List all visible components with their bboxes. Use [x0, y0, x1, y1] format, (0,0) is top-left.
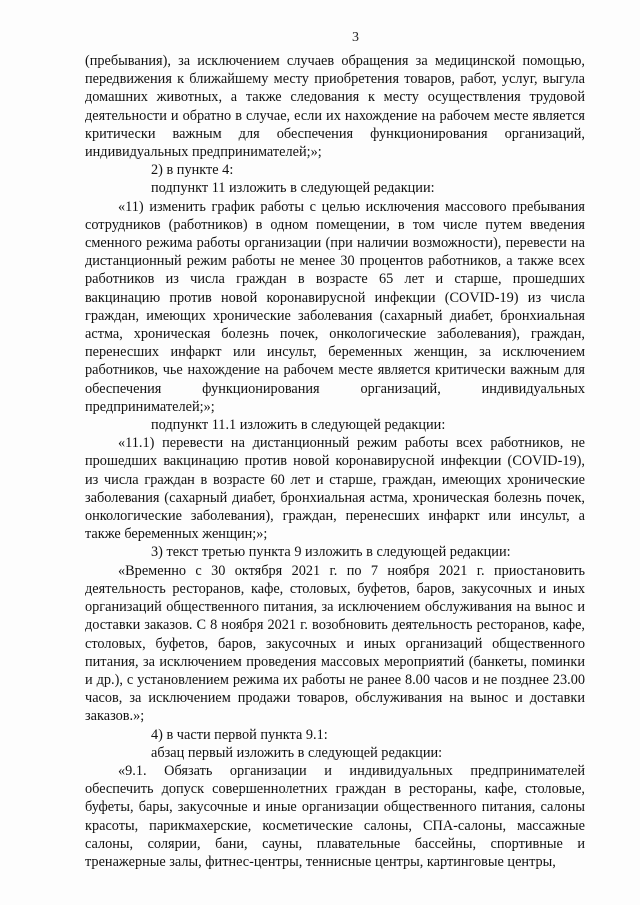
- document-body: [85, 52, 585, 871]
- paragraph: 2) в пункте 4:: [151, 162, 234, 179]
- paragraph: абзац первый изложить в следующей редакции:: [151, 744, 443, 761]
- page-number: 3: [352, 30, 359, 45]
- paragraph: подпункт 11.1 изложить в следующей редакции:: [151, 417, 446, 434]
- paragraph: «11) изменить график работы с целью исключения массового пребывания сотрудников (работников) в одном помещении, в том числе путем введения сменного режима работы организации (при наличии возможности), перевести на дистанционный режим работы не менее 30 процентов работников, а также всех работников из числа граждан в возрасте 65 лет и старше, прошедших вакцинацию против новой коронавирусной инфекции (COVID-19) из числа граждан, имеющих хронические заболевания (сахарный диабет, бронхиальная астма, хроническая болезнь почек, онкологические заболевания), граждан, перенесших инфаркт или инсульт, беременных женщин, за исключением работников, чье нахождение на рабочем месте является критически важным для обеспечения функционирования организаций, индивидуальных предпринимателей;»;: [85, 198, 585, 415]
- paragraph: 4) в части первой пункта 9.1:: [151, 726, 328, 743]
- paragraph: «Временно с 30 октября 2021 г. по 7 ноября 2021 г. приостановить деятельность ресторанов, кафе, столовых, буфетов, баров, закусочных и иных организаций общественного питания, за исключением обслуживания на вынос и доставки заказов. С 8 ноября 2021 г. возобновить деятельность ресторанов, кафе, столовых, буфетов, баров, закусочных и иных организаций общественного питания, за исключением проведения массовых мероприятий (банкеты, поминки и др.), с установлением режима их работы не ранее 8.00 часов и не позднее 23.00 часов, за исключением продажи товаров, обслуживания на вынос и доставки заказов.»;: [85, 562, 585, 725]
- paragraph: (пребывания), за исключением случаев обращения за медицинской помощью, передвижения к ближайшему месту приобретения товаров, работ, услуг, выгула домашних животных, а также следования к месту осуществления трудовой деятельности и обратно в случае, если их нахождение на рабочем месте является критически важным для обеспечения функционирования организаций, индивидуальных предпринимателей;»;: [85, 53, 585, 161]
- paragraph: «9.1. Обязать организации и индивидуальных предпринимателей обеспечить допуск совершеннолетних граждан в рестораны, кафе, столовые, буфеты, бары, закусочные и иные организации общественного питания, салоны красоты, парикмахерские, косметические салоны, СПА-салоны, массажные салоны, солярии, бани, сауны, плавательные бассейны, спортивные и тренажерные залы, фитнес-центры, теннисные центры, картинговые центры,: [85, 762, 585, 870]
- paragraph: 3) текст третью пункта 9 изложить в следующей редакции:: [151, 544, 511, 561]
- paragraph: «11.1) перевести на дистанционный режим работы всех работников, не прошедших вакцинацию против новой коронавирусной инфекции (COVID-19), из числа граждан в возрасте 60 лет и старше, граждан, имеющих хронические заболевания (сахарный диабет, бронхиальная астма, хроническая болезнь почек, онкологические заболевания), граждан, перенесших инфаркт или инсульт, а также беременных женщин;»;: [85, 435, 585, 543]
- paragraph: подпункт 11 изложить в следующей редакции:: [151, 180, 435, 197]
